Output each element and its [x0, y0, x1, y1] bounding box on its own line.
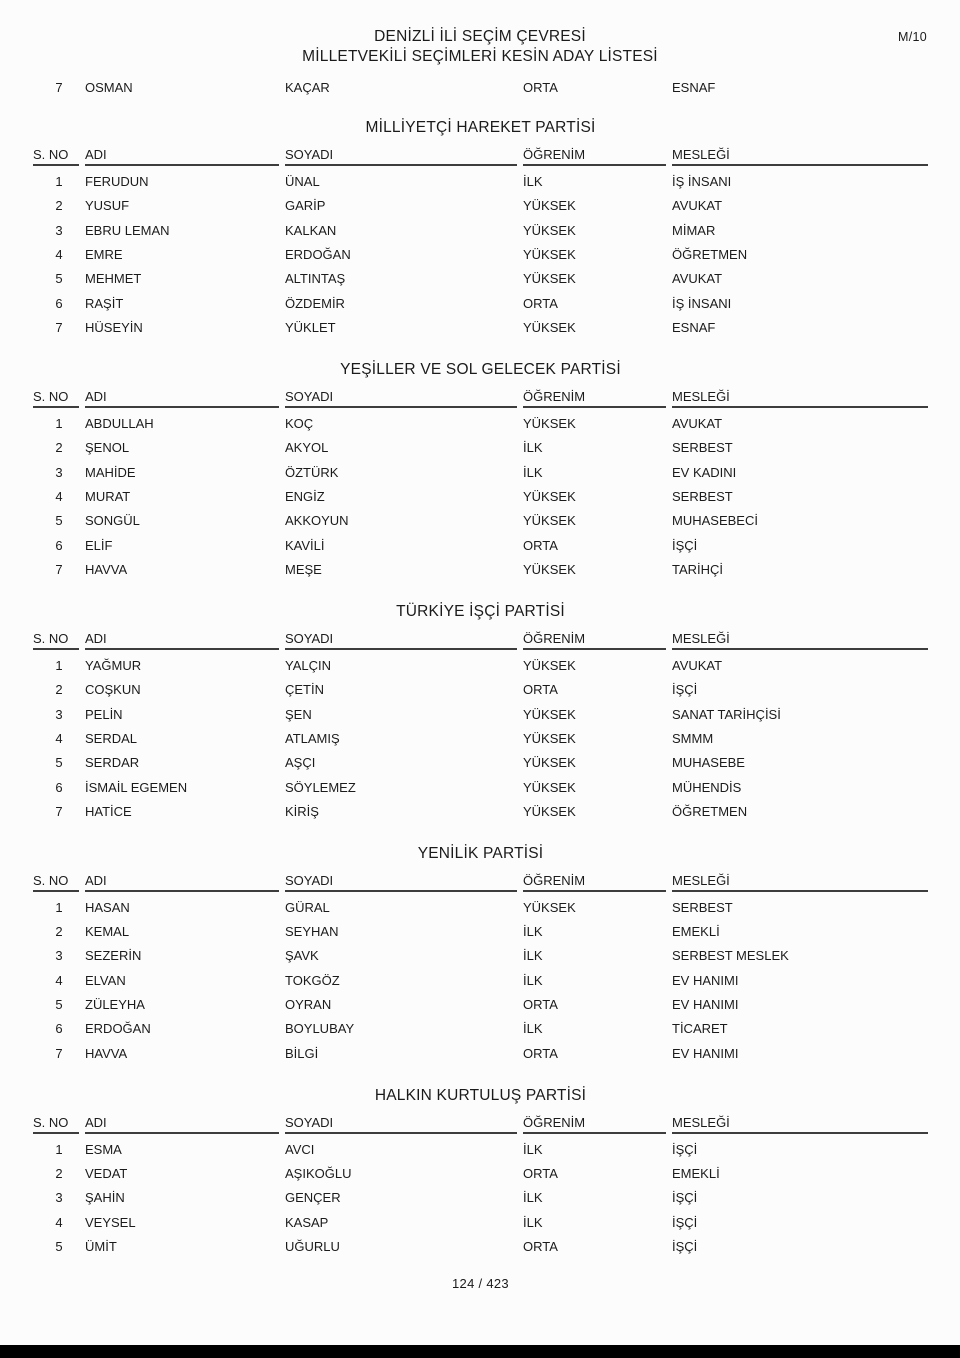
- cell-no: 6: [55, 779, 63, 795]
- party-name: HALKIN KURTULUŞ PARTİSİ: [374, 1086, 587, 1104]
- cell-meslegi: İŞÇİ: [672, 1190, 698, 1206]
- cell-no: 3: [55, 948, 63, 964]
- content-area: [0, 75, 960, 1292]
- party-section: [33, 360, 928, 581]
- candidate-row: [33, 1161, 928, 1185]
- cell-no: 3: [55, 464, 63, 480]
- cell-meslegi: EV HANIMI: [672, 997, 739, 1013]
- party-name: MİLLİYETÇİ HAREKET PARTİSİ: [365, 119, 596, 137]
- cell-soyadi: YÜKLET: [285, 320, 336, 336]
- candidate-row: [33, 751, 928, 775]
- column-header-ogrenim: ÖĞRENİM: [523, 630, 666, 650]
- cell-no: 7: [55, 320, 63, 336]
- cell-adi: EMRE: [85, 247, 123, 263]
- cell-meslegi: ESNAF: [672, 320, 716, 336]
- candidate-row: [33, 775, 928, 799]
- candidate-rows: [33, 653, 928, 823]
- cell-ogrenim: İLK: [523, 972, 543, 988]
- cell-meslegi: SERBEST: [672, 440, 733, 456]
- cell-meslegi: İŞ İNSANI: [672, 295, 732, 311]
- cell-no: 3: [55, 1190, 63, 1206]
- cell-ogrenim: YÜKSEK: [523, 271, 576, 287]
- candidate-row: [33, 1017, 928, 1041]
- cell-meslegi: AVUKAT: [672, 657, 723, 673]
- cell-soyadi: ÖZTÜRK: [285, 464, 339, 480]
- cell-adi: VEYSEL: [85, 1214, 136, 1230]
- cell-no: 7: [55, 79, 63, 95]
- cell-no: 4: [55, 972, 63, 988]
- cell-soyadi: AŞÇI: [285, 755, 316, 771]
- cell-soyadi: GENÇER: [285, 1190, 341, 1206]
- cell-soyadi: GARİP: [285, 198, 326, 214]
- cell-soyadi: UĞURLU: [285, 1239, 340, 1255]
- cell-ogrenim: İLK: [523, 948, 543, 964]
- column-header-soyadi: SOYADI: [285, 388, 517, 408]
- cell-no: 1: [55, 1141, 63, 1157]
- cell-soyadi: AŞIKOĞLU: [285, 1165, 352, 1181]
- candidate-row: [33, 919, 928, 943]
- candidate-row: [33, 533, 928, 557]
- carryover-row-host: [33, 75, 928, 99]
- cell-adi: OSMAN: [85, 79, 133, 95]
- cell-adi: HAVVA: [85, 561, 128, 577]
- cell-adi: ŞAHİN: [85, 1190, 125, 1206]
- candidate-row: [33, 242, 928, 266]
- cell-soyadi: ALTINTAŞ: [285, 271, 346, 287]
- cell-adi: MEHMET: [85, 271, 142, 287]
- cell-ogrenim: ORTA: [523, 1045, 558, 1061]
- cell-soyadi: KAVİLİ: [285, 537, 325, 553]
- cell-meslegi: AVUKAT: [672, 271, 723, 287]
- cell-adi: YAĞMUR: [85, 657, 142, 673]
- cell-no: 7: [55, 1045, 63, 1061]
- cell-soyadi: KASAP: [285, 1214, 329, 1230]
- column-header-no: S. NO: [33, 872, 79, 892]
- cell-no: 7: [55, 561, 63, 577]
- cell-ogrenim: YÜKSEK: [523, 899, 576, 915]
- cell-no: 4: [55, 488, 63, 504]
- candidate-rows: [33, 1137, 928, 1259]
- column-header-adi: ADI: [85, 630, 279, 650]
- cell-ogrenim: YÜKSEK: [523, 198, 576, 214]
- cell-ogrenim: YÜKSEK: [523, 779, 576, 795]
- cell-adi: RAŞİT: [85, 295, 124, 311]
- cell-soyadi: BİLGİ: [285, 1045, 319, 1061]
- document-title-line1: DENİZLİ İLİ SEÇİM ÇEVRESİ: [374, 28, 586, 45]
- candidate-row: [33, 267, 928, 291]
- cell-ogrenim: YÜKSEK: [523, 657, 576, 673]
- column-header-ogrenim: ÖĞRENİM: [523, 146, 666, 166]
- cell-meslegi: AVUKAT: [672, 415, 723, 431]
- cell-ogrenim: ORTA: [523, 1239, 558, 1255]
- column-header-no: S. NO: [33, 388, 79, 408]
- cell-soyadi: KOÇ: [285, 415, 314, 431]
- cell-adi: HÜSEYİN: [85, 320, 143, 336]
- cell-no: 1: [55, 415, 63, 431]
- candidate-row: [33, 702, 928, 726]
- cell-no: 6: [55, 295, 63, 311]
- cell-ogrenim: YÜKSEK: [523, 706, 576, 722]
- column-header-meslegi: MESLEĞİ: [672, 146, 928, 166]
- cell-adi: MAHİDE: [85, 464, 136, 480]
- cell-meslegi: İŞÇİ: [672, 1214, 698, 1230]
- cell-meslegi: MUHASEBECİ: [672, 513, 758, 529]
- table-header-row: [33, 630, 928, 650]
- cell-soyadi: KİRİŞ: [285, 803, 319, 819]
- candidate-row: [33, 169, 928, 193]
- cell-adi: HAVVA: [85, 1045, 128, 1061]
- cell-ogrenim: ORTA: [523, 1165, 558, 1181]
- column-header-meslegi: MESLEĞİ: [672, 1114, 928, 1134]
- cell-soyadi: AKKOYUN: [285, 513, 349, 529]
- column-header-adi: ADI: [85, 872, 279, 892]
- cell-ogrenim: İLK: [523, 440, 543, 456]
- party-name: YEŞİLLER VE SOL GELECEK PARTİSİ: [340, 361, 621, 379]
- cell-ogrenim: YÜKSEK: [523, 222, 576, 238]
- cell-adi: EBRU LEMAN: [85, 222, 170, 238]
- cell-adi: SEZERİN: [85, 948, 142, 964]
- cell-soyadi: KAÇAR: [285, 79, 330, 95]
- cell-meslegi: ÖĞRETMEN: [672, 247, 748, 263]
- cell-ogrenim: ORTA: [523, 537, 558, 553]
- candidate-row: [33, 557, 928, 581]
- cell-no: 2: [55, 682, 63, 698]
- cell-soyadi: GÜRAL: [285, 899, 330, 915]
- cell-adi: VEDAT: [85, 1165, 128, 1181]
- cell-meslegi: İŞÇİ: [672, 682, 698, 698]
- candidate-row: [33, 653, 928, 677]
- cell-meslegi: EV HANIMI: [672, 972, 739, 988]
- candidate-row: [33, 436, 928, 460]
- cell-ogrenim: ORTA: [523, 682, 558, 698]
- cell-meslegi: EV KADINI: [672, 464, 737, 480]
- party-name: YENİLİK PARTİSİ: [417, 845, 544, 863]
- cell-meslegi: MÜHENDİS: [672, 779, 742, 795]
- candidate-row: [33, 460, 928, 484]
- candidate-rows: [33, 411, 928, 581]
- cell-soyadi: AVCI: [285, 1141, 315, 1157]
- column-header-no: S. NO: [33, 1114, 79, 1134]
- cell-ogrenim: İLK: [523, 464, 543, 480]
- table-header-row: [33, 1114, 928, 1134]
- cell-no: 2: [55, 924, 63, 940]
- cell-meslegi: İŞÇİ: [672, 1239, 698, 1255]
- cell-adi: ERDOĞAN: [85, 1021, 151, 1037]
- cell-soyadi: SÖYLEMEZ: [285, 779, 356, 795]
- candidate-row: [33, 726, 928, 750]
- column-header-meslegi: MESLEĞİ: [672, 388, 928, 408]
- document-title: [0, 0, 960, 66]
- column-header-adi: ADI: [85, 1114, 279, 1134]
- cell-meslegi: ÖĞRETMEN: [672, 803, 748, 819]
- candidate-row: [33, 895, 928, 919]
- cell-adi: SONGÜL: [85, 513, 140, 529]
- cell-no: 5: [55, 755, 63, 771]
- party-section: [33, 1086, 928, 1259]
- cell-no: 3: [55, 222, 63, 238]
- cell-soyadi: ŞAVK: [285, 948, 319, 964]
- cell-no: 6: [55, 537, 63, 553]
- cell-meslegi: SERBEST: [672, 488, 733, 504]
- page-code: M/10: [898, 30, 927, 44]
- cell-no: 5: [55, 997, 63, 1013]
- cell-ogrenim: İLK: [523, 1190, 543, 1206]
- column-header-no: S. NO: [33, 146, 79, 166]
- cell-soyadi: MEŞE: [285, 561, 322, 577]
- column-header-ogrenim: ÖĞRENİM: [523, 872, 666, 892]
- column-header-soyadi: SOYADI: [285, 872, 517, 892]
- scan-edge-bar: [0, 1345, 960, 1358]
- cell-meslegi: İŞÇİ: [672, 1141, 698, 1157]
- cell-no: 2: [55, 198, 63, 214]
- column-header-ogrenim: ÖĞRENİM: [523, 388, 666, 408]
- table-header-row: [33, 146, 928, 166]
- column-header-meslegi: MESLEĞİ: [672, 872, 928, 892]
- cell-soyadi: OYRAN: [285, 997, 332, 1013]
- cell-meslegi: SANAT TARİHÇİSİ: [672, 706, 781, 722]
- cell-meslegi: SERBEST: [672, 899, 733, 915]
- cell-no: 1: [55, 174, 63, 190]
- cell-soyadi: ERDOĞAN: [285, 247, 351, 263]
- candidate-row: [33, 218, 928, 242]
- cell-soyadi: ATLAMIŞ: [285, 730, 340, 746]
- column-header-ogrenim: ÖĞRENİM: [523, 1114, 666, 1134]
- cell-no: 7: [55, 803, 63, 819]
- table-header-row: [33, 872, 928, 892]
- cell-no: 1: [55, 657, 63, 673]
- cell-ogrenim: ORTA: [523, 997, 558, 1013]
- candidate-row: [33, 799, 928, 823]
- cell-adi: İSMAİL EGEMEN: [85, 779, 188, 795]
- cell-soyadi: BOYLUBAY: [285, 1021, 355, 1037]
- cell-soyadi: ÖZDEMİR: [285, 295, 345, 311]
- cell-no: 5: [55, 513, 63, 529]
- cell-no: 2: [55, 1165, 63, 1181]
- column-header-soyadi: SOYADI: [285, 630, 517, 650]
- cell-meslegi: EMEKLİ: [672, 924, 720, 940]
- candidate-rows: [33, 895, 928, 1065]
- cell-adi: PELİN: [85, 706, 123, 722]
- cell-meslegi: TARİHÇİ: [672, 561, 724, 577]
- party-section: [33, 602, 928, 823]
- cell-soyadi: ÇETİN: [285, 682, 324, 698]
- column-header-adi: ADI: [85, 388, 279, 408]
- cell-no: 1: [55, 899, 63, 915]
- cell-ogrenim: İLK: [523, 174, 543, 190]
- cell-meslegi: MİMAR: [672, 222, 716, 238]
- cell-meslegi: MUHASEBE: [672, 755, 745, 771]
- cell-soyadi: ÜNAL: [285, 174, 320, 190]
- candidate-row: [33, 1137, 928, 1161]
- candidate-rows: [33, 169, 928, 339]
- cell-adi: ZÜLEYHA: [85, 997, 145, 1013]
- column-header-soyadi: SOYADI: [285, 146, 517, 166]
- cell-ogrenim: YÜKSEK: [523, 561, 576, 577]
- cell-ogrenim: ORTA: [523, 79, 558, 95]
- cell-ogrenim: YÜKSEK: [523, 513, 576, 529]
- candidate-row: [33, 678, 928, 702]
- column-header-meslegi: MESLEĞİ: [672, 630, 928, 650]
- candidate-row: [33, 315, 928, 339]
- cell-adi: HASAN: [85, 899, 130, 915]
- cell-meslegi: İŞÇİ: [672, 537, 698, 553]
- cell-no: 4: [55, 1214, 63, 1230]
- cell-meslegi: EV HANIMI: [672, 1045, 739, 1061]
- candidate-row: [33, 75, 928, 99]
- cell-adi: COŞKUN: [85, 682, 141, 698]
- cell-soyadi: AKYOL: [285, 440, 329, 456]
- candidate-row: [33, 1186, 928, 1210]
- candidate-row: [33, 411, 928, 435]
- cell-ogrenim: ORTA: [523, 295, 558, 311]
- cell-ogrenim: YÜKSEK: [523, 488, 576, 504]
- cell-no: 4: [55, 247, 63, 263]
- column-header-soyadi: SOYADI: [285, 1114, 517, 1134]
- cell-ogrenim: YÜKSEK: [523, 247, 576, 263]
- candidate-row: [33, 1234, 928, 1258]
- cell-meslegi: SERBEST MESLEK: [672, 948, 789, 964]
- cell-ogrenim: İLK: [523, 1214, 543, 1230]
- cell-ogrenim: İLK: [523, 1141, 543, 1157]
- cell-adi: KEMAL: [85, 924, 130, 940]
- cell-meslegi: ESNAF: [672, 79, 716, 95]
- table-header-row: [33, 388, 928, 408]
- cell-adi: ELİF: [85, 537, 113, 553]
- candidate-row: [33, 291, 928, 315]
- cell-meslegi: TİCARET: [672, 1021, 728, 1037]
- cell-ogrenim: İLK: [523, 924, 543, 940]
- cell-adi: ÜMİT: [85, 1239, 117, 1255]
- cell-ogrenim: YÜKSEK: [523, 320, 576, 336]
- cell-soyadi: YALÇIN: [285, 657, 331, 673]
- column-header-adi: ADI: [85, 146, 279, 166]
- cell-no: 5: [55, 1239, 63, 1255]
- party-sections: [33, 118, 928, 1258]
- candidate-row: [33, 992, 928, 1016]
- cell-adi: FERUDUN: [85, 174, 149, 190]
- candidate-row: [33, 1041, 928, 1065]
- cell-no: 2: [55, 440, 63, 456]
- cell-soyadi: SEYHAN: [285, 924, 339, 940]
- candidate-row: [33, 194, 928, 218]
- cell-no: 3: [55, 706, 63, 722]
- cell-no: 5: [55, 271, 63, 287]
- cell-ogrenim: YÜKSEK: [523, 803, 576, 819]
- party-section: [33, 118, 928, 339]
- cell-meslegi: EMEKLİ: [672, 1165, 720, 1181]
- cell-soyadi: KALKAN: [285, 222, 337, 238]
- cell-no: 6: [55, 1021, 63, 1037]
- cell-ogrenim: İLK: [523, 1021, 543, 1037]
- cell-adi: HATİCE: [85, 803, 132, 819]
- candidate-row: [33, 968, 928, 992]
- cell-adi: ELVAN: [85, 972, 126, 988]
- candidate-row: [33, 944, 928, 968]
- cell-adi: SERDAR: [85, 755, 140, 771]
- cell-adi: ABDULLAH: [85, 415, 154, 431]
- cell-soyadi: ŞEN: [285, 706, 312, 722]
- cell-adi: MURAT: [85, 488, 131, 504]
- candidate-row: [33, 509, 928, 533]
- cell-no: 4: [55, 730, 63, 746]
- cell-soyadi: TOKGÖZ: [285, 972, 340, 988]
- candidate-row: [33, 484, 928, 508]
- cell-ogrenim: YÜKSEK: [523, 730, 576, 746]
- cell-adi: ŞENOL: [85, 440, 130, 456]
- cell-adi: SERDAL: [85, 730, 138, 746]
- cell-meslegi: İŞ İNSANI: [672, 174, 732, 190]
- document-title-line2: MİLLETVEKİLİ SEÇİMLERİ KESİN ADAY LİSTESİ: [302, 47, 658, 65]
- cell-meslegi: AVUKAT: [672, 198, 723, 214]
- column-header-no: S. NO: [33, 630, 79, 650]
- candidate-row: [33, 1210, 928, 1234]
- page-number: 124 / 423: [452, 1275, 509, 1291]
- cell-ogrenim: YÜKSEK: [523, 755, 576, 771]
- party-section: [33, 844, 928, 1065]
- cell-ogrenim: YÜKSEK: [523, 415, 576, 431]
- cell-adi: YUSUF: [85, 198, 130, 214]
- cell-adi: ESMA: [85, 1141, 122, 1157]
- cell-soyadi: ENGİZ: [285, 488, 325, 504]
- cell-meslegi: SMMM: [672, 730, 714, 746]
- party-name: TÜRKİYE İŞÇİ PARTİSİ: [396, 603, 565, 621]
